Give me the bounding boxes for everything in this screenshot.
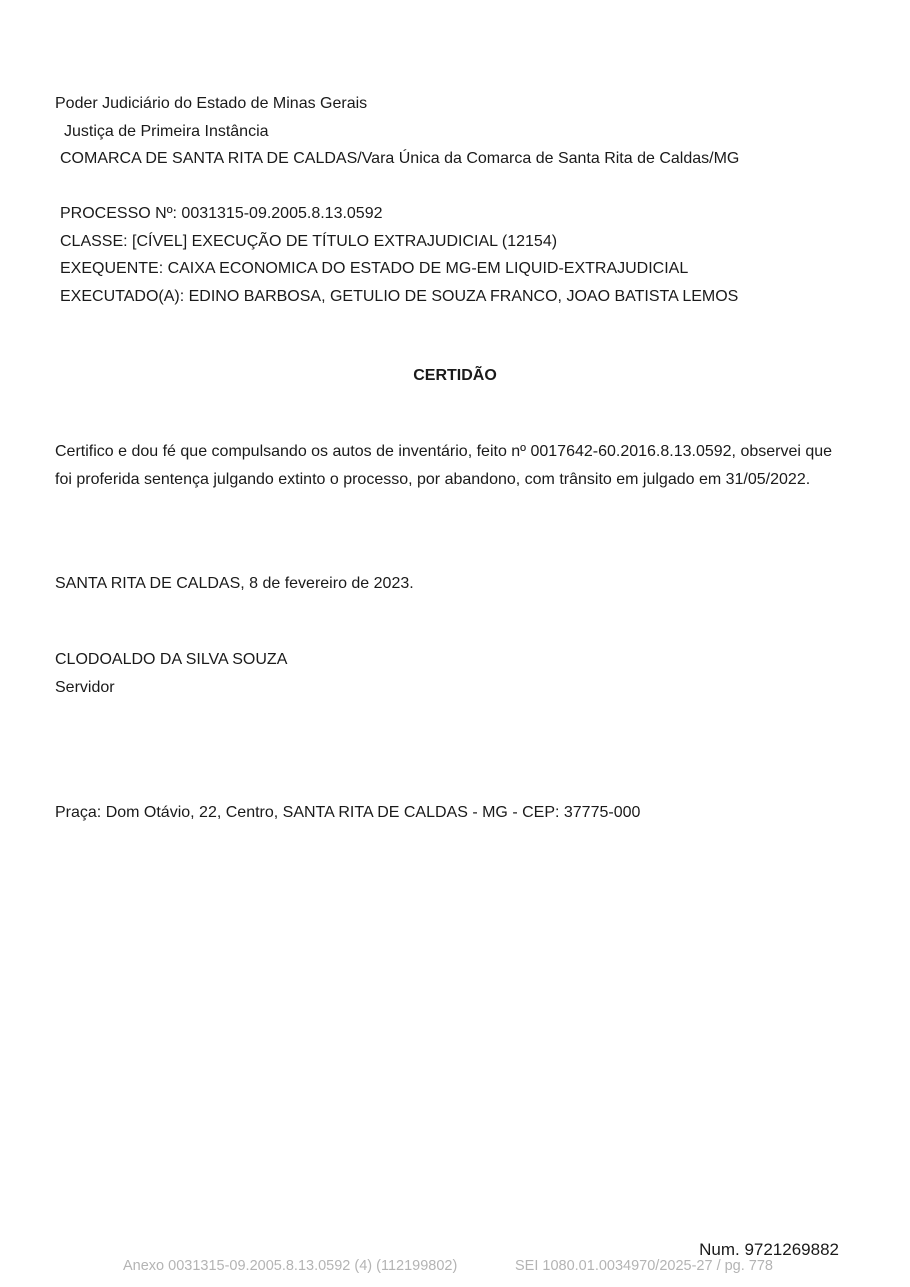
place-date: SANTA RITA DE CALDAS, 8 de fevereiro de 2023. — [55, 575, 414, 592]
footer-annex: Anexo 0031315-09.2005.8.13.0592 (4) (112199802) — [123, 1258, 458, 1274]
document-number: Num. 9721269882 — [699, 1240, 839, 1259]
court-district: COMARCA DE SANTA RITA DE CALDAS/Vara Única da Comarca de Santa Rita de Caldas/MG — [60, 150, 740, 167]
signer-name: CLODOALDO DA SILVA SOUZA — [55, 651, 288, 668]
case-plaintiff: EXEQUENTE: CAIXA ECONOMICA DO ESTADO DE MG-EM LIQUID-EXTRAJUDICIAL — [60, 260, 689, 277]
certificate-body: Certifico e dou fé que compulsando os autos de inventário, feito nº 0017642-60.2016.8.13.0592, observei que foi proferida sentença julgando extinto o processo, por abandono, com trânsito em julgado em 31/05/2022. — [55, 443, 833, 488]
case-class: CLASSE: [CÍVEL] EXECUÇÃO DE TÍTULO EXTRAJUDICIAL (12154) — [60, 233, 558, 250]
court-instance: Justiça de Primeira Instância — [64, 123, 269, 140]
court-address: Praça: Dom Otávio, 22, Centro, SANTA RITA DE CALDAS - MG - CEP: 37775-000 — [55, 804, 641, 821]
document-title: CERTIDÃO — [413, 367, 497, 384]
footer-sei-reference: SEI 1080.01.0034970/2025-27 / pg. 778 — [515, 1258, 773, 1274]
court-name: Poder Judiciário do Estado de Minas Gerais — [55, 95, 368, 112]
case-number: PROCESSO Nº: 0031315-09.2005.8.13.0592 — [60, 205, 383, 222]
signer-role: Servidor — [55, 679, 115, 696]
case-defendant: EXECUTADO(A): EDINO BARBOSA, GETULIO DE SOUZA FRANCO, JOAO BATISTA LEMOS — [60, 288, 739, 305]
